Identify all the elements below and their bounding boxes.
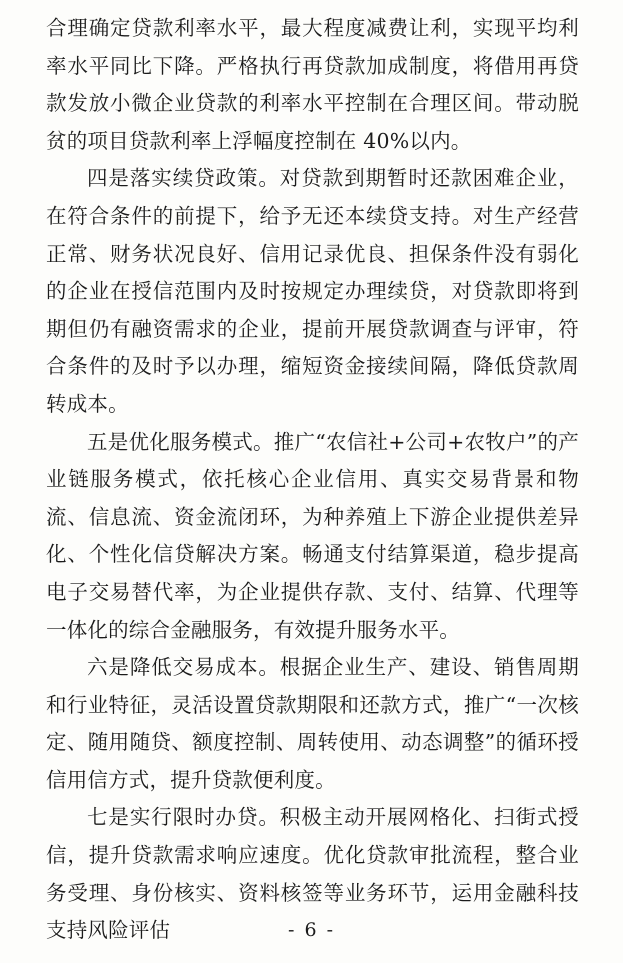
- document-body: [46, 10, 579, 950]
- paragraph-4: 六是降低交易成本。根据企业生产、建设、销售周期和行业特征，灵活设置贷款期限和还款方式，推广“一次核定、随用随贷、额度控制、周转使用、动态调整”的循环授信用信方式，提升贷款便利度。: [46, 655, 579, 792]
- paragraph-5: 七是实行限时办贷。积极主动开展网格化、扫街式授信，提升贷款需求响应速度。优化贷款审批流程，整合业务受理、身份核实、资料核签等业务环节，运用金融科技支持风险评估: [46, 805, 579, 943]
- paragraph-2: 四是落实续贷政策。对贷款到期暂时还款困难企业，在符合条件的前提下，给予无还本续贷支持。对生产经营正常、财务状况良好、信用记录优良、担保条件没有弱化的企业在授信范围内及时按规定办理续贷，对贷款即将到期但仍有融资需求的企业，提前开展贷款调查与评审，符合条件的及时予以办理，缩短资金接续间隔，降低贷款周转成本。: [46, 166, 579, 416]
- page-number: - 6 -: [287, 919, 335, 941]
- paragraph-1: 合理确定贷款利率水平，最大程度减费让利，实现平均利率水平同比下降。严格执行再贷款加成制度，将借用再贷款发放小微企业贷款的利率水平控制在合理区间。带动脱贫的项目贷款利率上浮幅度控制在 40%以内。: [46, 16, 579, 153]
- paragraph-3: 五是优化服务模式。推广“农信社+公司+农牧户”的产业链服务模式，依托核心企业信用、真实交易背景和物流、信息流、资金流闭环，为种养殖上下游企业提供差异化、个性化信贷解决方案。畅通支付结算渠道，稳步提高电子交易替代率，为企业提供存款、支付、结算、代理等一体化的综合金融服务，有效提升服务水平。: [46, 429, 579, 642]
